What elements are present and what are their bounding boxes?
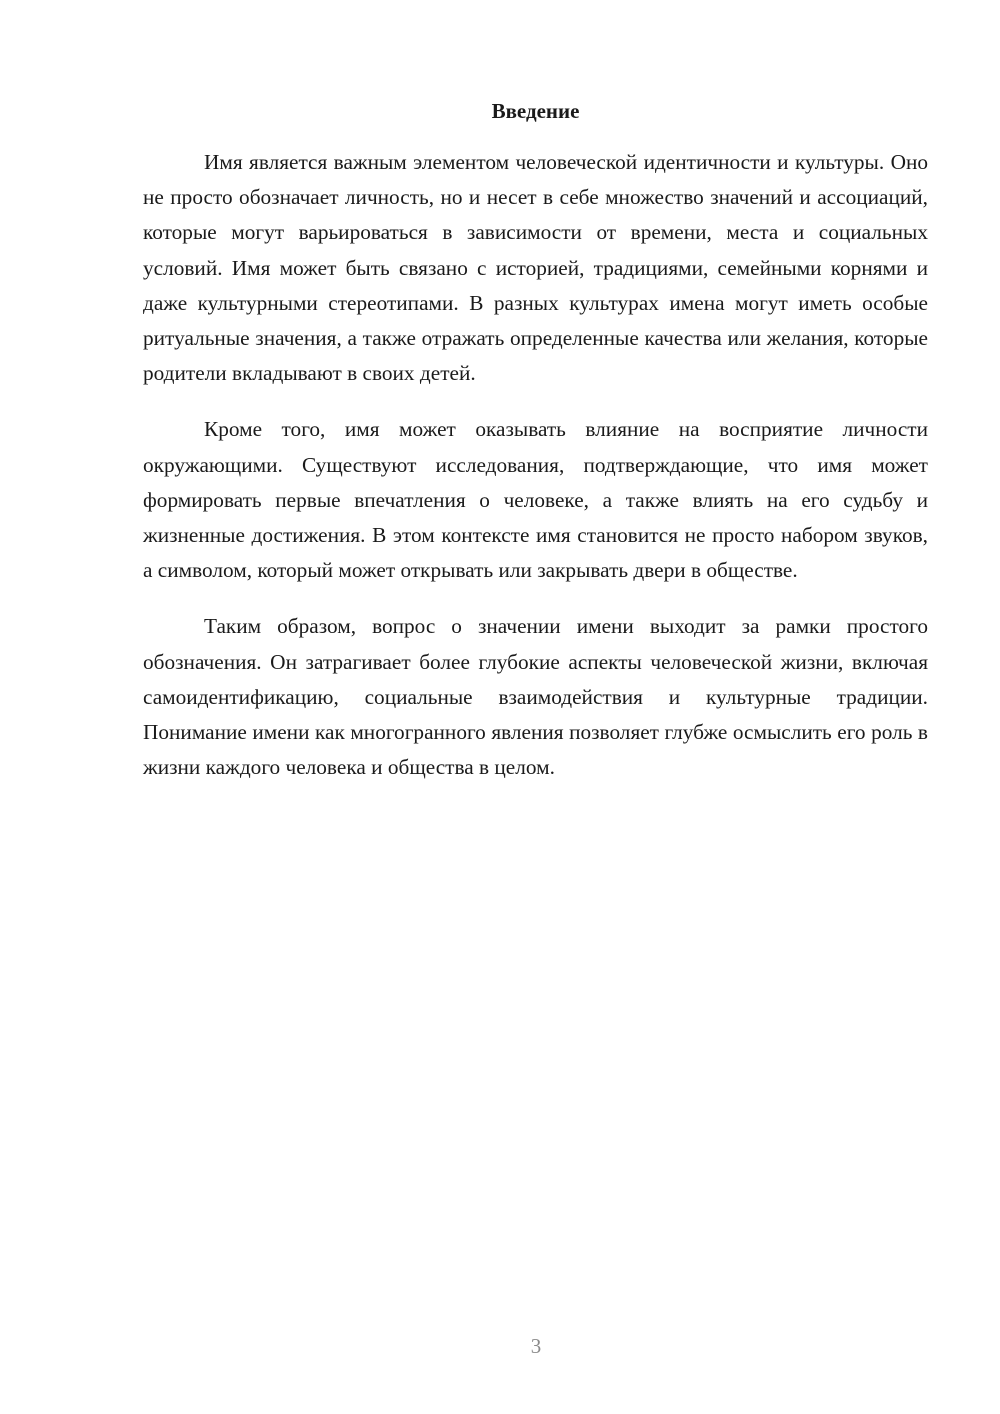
page-number: 3 bbox=[530, 1334, 542, 1358]
page-body bbox=[143, 96, 928, 806]
paragraph-1: Имя является важным элементом человеческой идентичности и культуры. Оно не просто обозначает личность, но и несет в себе множество значений и ассоциаций, которые могут варьироваться в зависимости от времени, места и социальных условий. Имя может быть связано с историей, традициями, семейными корнями и даже культурными стереотипами. В разных культурах имена могут иметь особые ритуальные значения, а также отражать определенные качества или желания, которые родители вкладывают в своих детей. bbox=[143, 150, 928, 386]
paragraph-3: Таким образом, вопрос о значении имени выходит за рамки простого обозначения. Он затрагивает более глубокие аспекты человеческой жизни, включая самоидентификацию, социальные взаимодействия и культурные традиции. Понимание имени как многогранного явления позволяет глубже осмыслить его роль в жизни каждого человека и общества в целом. bbox=[143, 614, 928, 780]
paragraph-2: Кроме того, имя может оказывать влияние на восприятие личности окружающими. Существуют исследования, подтверждающие, что имя может формировать первые впечатления о человеке, а также влиять на его судьбу и жизненные достижения. В этом контексте имя становится не просто набором звуков, а символом, который может открывать или закрывать двери в обществе. bbox=[143, 417, 928, 583]
section-title: Введение bbox=[491, 99, 580, 123]
